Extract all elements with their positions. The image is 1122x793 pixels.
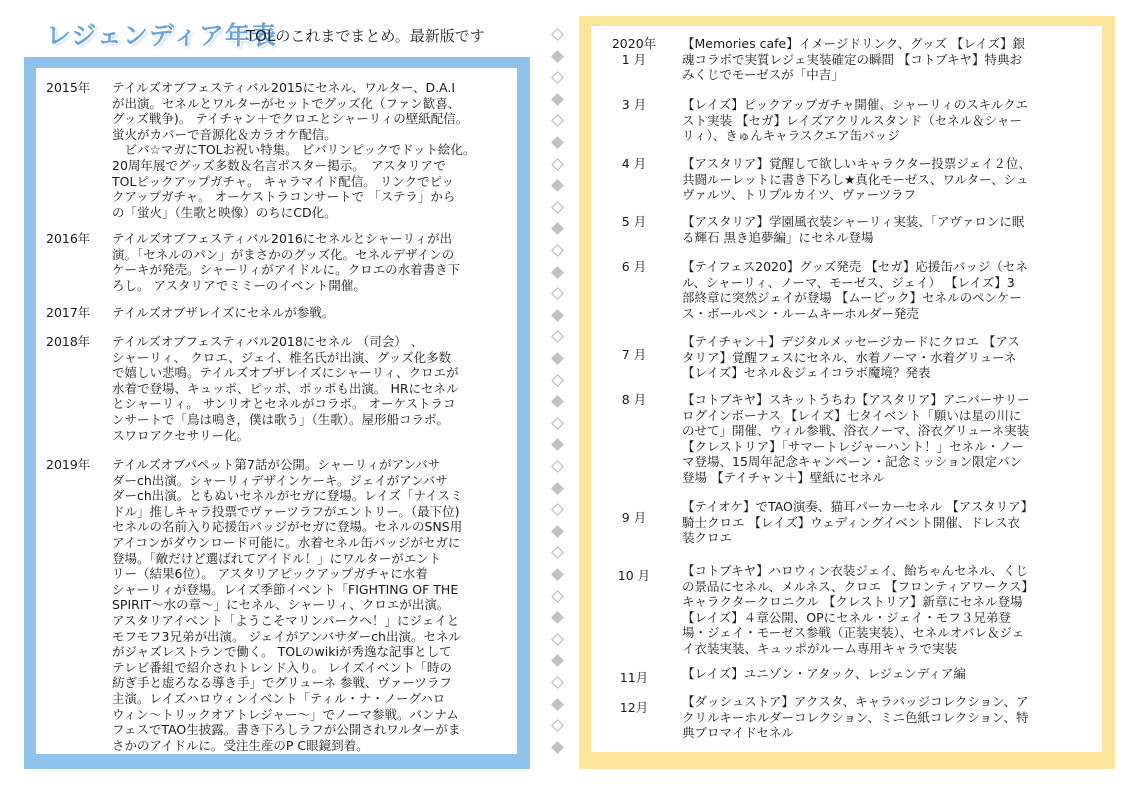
entry-month: 8 月	[621, 392, 647, 407]
text-line: イ衣装実装、キュッポがルーム専用キャラで実装	[682, 640, 958, 656]
text-line: のせて」開催、ウィル参戦、浴衣ノーマ、浴衣グリューネ実装	[682, 423, 1030, 439]
text-line: 【ダッシュストア】アクスタ、キャラバッジコレクション、ア	[682, 694, 1029, 709]
divider-diamond	[551, 547, 564, 560]
divider-diamond	[551, 439, 564, 452]
text-line: 演。「セネルのパン」がまさかのグッズ化。セネルデザインの	[112, 246, 455, 262]
divider-diamond	[551, 374, 564, 387]
entry-month: 1 月	[621, 51, 647, 67]
text-line: で嬉しい悲鳴。テイルズオブザレイズにシャーリィ、クロエが	[112, 365, 459, 381]
divider-diamond	[551, 676, 564, 689]
divider-diamond	[551, 633, 564, 646]
entry-month: 3 月	[621, 97, 647, 112]
divider-diamond	[551, 568, 564, 581]
text-line: 蛍火がカバーで音源化＆カラオケ配信。	[112, 126, 337, 142]
text-line: 【Memories cafe】イメージドリンク、グッズ 【レイズ】銀	[682, 36, 1026, 51]
text-line: ろし。 アスタリアでミミーのイベント開催。	[112, 277, 366, 293]
text-line: とシャーリィ。 サンリオとセネルがコラボ。 オーケストラコ	[112, 396, 456, 412]
entry-text	[682, 97, 1070, 144]
entry-month: 6 月	[621, 259, 647, 274]
entry-text	[682, 499, 1070, 546]
divider-diamond	[551, 115, 564, 128]
divider-diamond	[551, 460, 564, 473]
text-line: みくじでモーゼスが「中吉」	[682, 67, 844, 83]
entry-text	[682, 392, 1070, 486]
text-line: ス・ボールペン・ルームキーホルダー発売	[682, 305, 919, 321]
text-line: 【コトブキヤ】ハロウィン衣装ジェイ、飴ちゃんセネル、くじ	[682, 563, 1029, 578]
text-line: 部終章に突然ジェイが登場 【ムービック】セネルのペンケー	[682, 290, 1022, 306]
text-line: シャーリィ、 クロエ、ジェイ、椎名氏が出演、グッズ化多数	[112, 349, 452, 365]
text-line: 【アスタリア】覚醒して欲しいキャラクター投票ジェイ２位、	[682, 156, 1032, 171]
divider-diamond	[551, 309, 564, 322]
entry-text	[682, 214, 1070, 245]
divider-diamond	[551, 158, 564, 171]
text-line: 【レイズ】４章公開、OPにセネル・ジェイ・モフ３兄弟登	[682, 609, 1011, 625]
entry-year: 2016年	[46, 231, 91, 246]
text-line: 登場 【テイチャン＋】壁紙にセネル	[682, 469, 885, 485]
divider-diamond	[551, 331, 564, 344]
entry-year: 2015年	[46, 80, 91, 95]
text-line: スト実装 【セガ】レイズアクリルスタンド（セネル＆シャー	[682, 112, 1022, 128]
text-line: 【テイフェス2020】グッズ発売 【セガ】応援缶バッジ（セネ	[682, 259, 1028, 274]
text-line: 魂コラボで実質レジェ実装確定の瞬間 【コトブキヤ】特典お	[682, 51, 1023, 67]
entry-month: 4 月	[621, 156, 647, 171]
text-line: 登場。「敵だけど選ばれてアイドル！」にワルターがエント	[112, 550, 442, 566]
text-line: 騎士クロエ 【レイズ】ウェディングイベント開催、ドレス衣	[682, 514, 1020, 530]
divider-diamond	[551, 719, 564, 732]
entry-text	[112, 457, 512, 753]
divider-diamond	[551, 50, 564, 63]
text-line: る輝石 黒き追夢編」にセネル登場	[682, 229, 874, 245]
text-line: テイルズオブフェスティバル2018にセネル （司会） 、	[112, 334, 424, 349]
text-line: リー（結果6位）。 アスタリアピックアップガチャに水着	[112, 566, 428, 582]
divider-diamond	[551, 395, 564, 408]
text-line: の景品にセネル、メルネス、クロエ 【フロンティアワークス】	[682, 578, 1034, 594]
entry-month: 9 月	[621, 510, 647, 525]
text-line: アイコンがダウンロード可能に。水着セネル缶バッジがセガに	[112, 534, 461, 550]
text-line: 【アスタリア】学園風衣装シャーリィ実装、「アヴァロンに眠	[682, 214, 1025, 229]
entry-text	[682, 666, 1070, 682]
text-line: シャーリィが登場。レイズ季節イベント「FIGHTING OF THE	[112, 581, 459, 597]
divider-diamond	[551, 71, 564, 84]
text-line: 共闘ルーレットに書き下ろし★真化モーゼス、ワルター、シュ	[682, 171, 1029, 187]
text-line: SPIRIT～水の章～」にセネル、シャーリィ、クロエが出演。	[112, 597, 450, 613]
entry-text	[112, 80, 512, 220]
divider-diamond	[551, 482, 564, 495]
text-line: 【レイズ】ピックアップガチャ開催、シャーリィのスキルクエ	[682, 97, 1029, 112]
text-line: アスタリアイベント「ようこそマリンパークへ！」にジェイと	[112, 612, 460, 628]
text-line: キャラクタークロニクル 【クレストリア】新章にセネル登場	[682, 594, 1023, 610]
text-line: 【テイオケ】でTAO演奏、猫耳パーカーセネル 【アスタリア】	[682, 499, 1034, 514]
divider-diamond	[551, 611, 564, 624]
divider-diamond	[551, 201, 564, 214]
text-line: フェスでTAO生披露。書き下ろしラフが公開されワルターがま	[112, 722, 461, 738]
text-line: 【レイズ】ユニゾン・アタック、レジェンディア編	[682, 666, 966, 681]
text-line: ケーキが発売。シャーリィがアイドルに。クロエの水着書き下	[112, 262, 461, 278]
text-line: ンサートで「鳥は鳴き，僕は歌う」（生歌）。屋形船コラボ。	[112, 411, 450, 427]
center-diamond-divider	[551, 30, 565, 765]
entry-month: 5 月	[621, 214, 647, 229]
text-line: リィ）、きゅんキャラスクエア缶バッジ	[682, 128, 900, 144]
entry-year: 2017年	[46, 305, 91, 320]
text-line: セネルの名前入り応援缶バッジがセガに登場。セネルのSNS用	[112, 519, 463, 535]
text-line: の「蛍火」（生歌と映像）のちにCD化。	[112, 204, 337, 220]
text-line: 主演。レイズハロウィンイベント「ティル・ナ・ノーグハロ	[112, 690, 446, 706]
text-line: 場・ジェイ・モーゼス参戦（正装実装）、セネルオバレ＆ジェ	[682, 625, 1025, 641]
divider-diamond	[551, 287, 564, 300]
page-title: レジェンディア年表	[46, 21, 277, 50]
text-line: 【テイチャン＋】デジタルメッセージカードにクロエ 【アス	[682, 334, 1020, 349]
text-line: ログインボーナス 【レイズ】七タイベント「願いは星の川に	[682, 407, 1022, 423]
divider-diamond	[551, 503, 564, 516]
entry-text	[112, 334, 512, 443]
entry-year: 2019年	[46, 457, 91, 472]
text-line: ウィン～トリックオアトレジャー～」でノーマ参戦。バンナム	[112, 706, 459, 722]
entry-month: 10 月	[617, 568, 651, 583]
entry-text	[682, 694, 1070, 741]
text-line: 【コトブキヤ】スキットうちわ【アスタリア】アニバーサリー	[682, 392, 1030, 407]
entry-text	[682, 563, 1070, 657]
text-line: スワロアクセサリー化。	[112, 427, 250, 443]
text-line: テイルズオブパペット第7話が公開。シャーリィがアンバサ	[112, 457, 441, 472]
entry-text	[682, 156, 1070, 203]
text-line: ビバ☆マガにTOLお祝い特集。 ビバリンピックでドット絵化。	[112, 142, 476, 158]
text-line: タリア】覚醒フェスにセネル、水着ノーマ・水着グリューネ	[682, 349, 1017, 365]
entry-year: 2020年	[611, 36, 657, 51]
text-line: ドル」推しキャラ投票でヴァーツラフがエントリー。（最下位)	[112, 503, 460, 519]
text-line: 【レイズ】セネル＆ジェイコラボ魔境？発表	[682, 365, 931, 381]
text-line: さかのアイドルに。受注生産のP C眼鏡到着。	[112, 737, 369, 753]
entry-year-month	[606, 36, 662, 67]
text-line: がジャズレストランで働く。 TOLのwikiが秀逸な記事として	[112, 644, 452, 660]
text-line: モフモフ3兄弟が出演。 ジェイがアンバサダーch出演。セネル	[112, 628, 461, 644]
text-line: クリルキーホルダーコレクション、ミニ色紙コレクション、特	[682, 709, 1029, 725]
divider-diamond	[551, 266, 564, 279]
divider-diamond	[551, 28, 564, 41]
divider-diamond	[551, 741, 564, 754]
divider-diamond	[551, 525, 564, 538]
text-line: クアップガチャ。 オーケストラコンサートで 「ステラ」から	[112, 189, 456, 205]
entry-text	[112, 305, 512, 321]
text-line: グッズ戦争)。 テイチャン＋でクロエとシャーリィの壁紙配信。	[112, 111, 469, 127]
divider-diamond	[551, 179, 564, 192]
text-line: ダーch出演。シャーリィデザインケーキ。ジェイがアンバサ	[112, 472, 448, 488]
entry-text	[682, 334, 1070, 381]
divider-diamond	[551, 590, 564, 603]
divider-diamond	[551, 136, 564, 149]
divider-diamond	[551, 698, 564, 711]
divider-diamond	[551, 655, 564, 668]
page-subtitle: TOLのこれまでまとめ。最新版です	[246, 27, 485, 45]
text-line: ル、シャーリィ、ノーマ、モーゼス、ジェイ） 【レイズ】3	[682, 274, 1015, 290]
entry-month: 11月	[619, 670, 649, 685]
text-line: マ登場、15周年記念キャンペーン・記念ミッション限定パン	[682, 454, 1023, 470]
text-line: 紡ぎ手と虚ろなる導き手」でグリューネ 参戦、ヴァーツラフ	[112, 675, 452, 691]
text-line: 装クロエ	[682, 530, 733, 546]
text-line: 【クレストリア】「サマートレジャーハント！」セネル・ノー	[682, 438, 1024, 454]
entry-text	[682, 36, 1070, 83]
entry-month: 12月	[619, 700, 649, 715]
divider-diamond	[551, 244, 564, 257]
text-line: 水着で登場、キュッポ、ピッポ、ポッポも出演。 HRにセネル	[112, 380, 459, 396]
text-line: ダーch出演。ともぬいセネルがセガに登場。レイズ「ナイスミ	[112, 488, 463, 504]
text-line: テレビ番組で紹介されトレンド入り。 レイズイベント「時の	[112, 659, 452, 675]
divider-diamond	[551, 93, 564, 106]
text-line: テイルズオブフェスティバル2016にセネルとシャーリィが出	[112, 231, 453, 246]
text-line: ヴァルツ、トリプルカイツ、ヴァーツラフ	[682, 187, 917, 203]
divider-diamond	[551, 352, 564, 365]
entry-month: 7 月	[621, 347, 647, 362]
divider-diamond	[551, 417, 564, 430]
entry-text	[682, 259, 1070, 321]
divider-diamond	[551, 223, 564, 236]
text-line: TOLピックアップガチャ。 キャラマイド配信。 リンクでピッ	[112, 173, 455, 189]
text-line: テイルズオブザレイズにセネルが参戦。	[112, 305, 335, 320]
text-line: 典ブロマイドセネル	[682, 725, 794, 741]
text-line: が出演。セネルとワルターがセットでグッズ化（ファン歓喜、	[112, 95, 461, 111]
text-line: 20周年展でグッズ多数＆名言ポスター掲示。 アスタリアで	[112, 157, 446, 173]
text-line: テイルズオブフェスティバル2015にセネル、ワルター、D.A.I	[112, 80, 456, 95]
entry-year: 2018年	[46, 334, 91, 349]
entry-text	[112, 231, 512, 293]
